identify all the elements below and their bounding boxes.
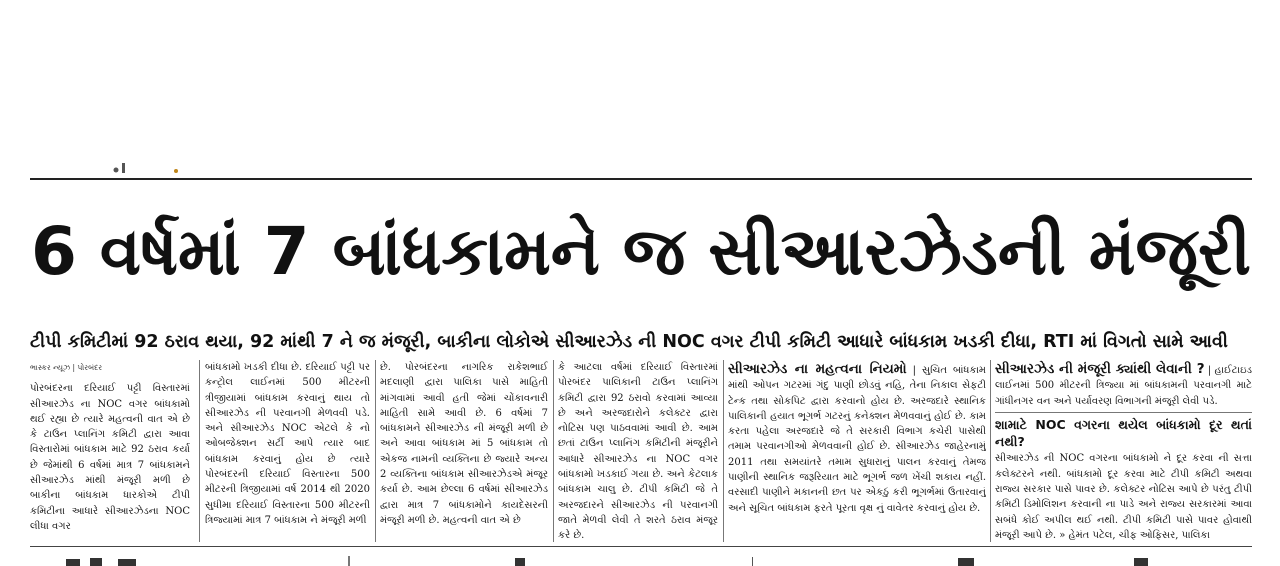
column-1-text: પોરબંદરના દરિયાઈ પટ્ટી વિસ્તારમાં સીઆરઝેડ ના NOC વગર બાંધકામો થઈ રહ્યા છે ત્યારે મહત્વની વાત એ છે કે ટાઉન પ્લાનિંગ કમિટી દ્વારા આવા વિસ્તારોમાં બાંધકામ માટે 92 ઠરાવ કર્યા છે જેમાંથી 6 વર્ષમાં માત્ર 7 બાંધકામને સીઆરઝેડ માંથી મંજૂરી મળી છે બાકીના બાંધકામ ધારકોએ ટીપી કમિટીના આધારે સીઆરઝેડના NOC લીધા વગર (30, 383, 190, 532)
section-divider (995, 412, 1252, 413)
column-3-text: છે. પોરબંદરના નાગરિક રાકેશભાઈ મદલાણી દ્વારા પાલિકા પાસે માહિતી માંગવામાં આવી હતી જેમાં ચોંકાવનારી માહિતી સામે આવી છે. 6 વર્ષમાં 7 બાંધકામને સીઆરઝેડ ની મંજૂરી મળી છે અને આવા બાંધકામ માં 5 બાંધકામ તો એકજ નામની વ્યક્તિના છે જ્યારે અન્ય 2 વ્યક્તિના બાંધકામ સીઆરઝેડએ મંજૂર કર્યા છે. આમ છેલ્લા 6 વર્ષમાં સીઆરઝેડ દ્વારા માત્ર 7 બાંધકામોને કાયદેસરની મંજૂરી મળી છે. મહત્વની વાત એ છે (380, 362, 548, 526)
column-divider (723, 360, 724, 542)
crz-approval-text: | હાઈટાઇડ લાઈનમાં 500 મીટરની ત્રિજ્યા માં બાંધકામની પરવાનગી માટે ગાંધીનગર વન અને પર્યાવરણ વિભાગની મંજૂરી લેવી પડે. (995, 365, 1252, 407)
bottom-rule (30, 546, 1252, 547)
column-4-text: કે આટલા વર્ષમાં દરિયાઈ વિસ્તારમાં પોરબંદર પાલિકાની ટાઉન પ્લાનિંગ કમિટી દ્વારા 92 ઠરાવો કરવામાં આવ્યા છે અને અરજદારોને કલેક્ટર દ્વારા નોટિસ પણ પાઠવવામાં આવી છે. આમ છતાં ટાઉન પ્લાનિંગ કમિટીની મંજૂરીને આધારે સીઆરઝેડ ના NOC વગર બાંધકામો ખડકાઈ ગયા છે. અને કેટલાક બાંધકામ ચાલુ છે. ટીપી કમિટી જે તે અરજદારને સીઆરઝેડ ની પરવાનગી જાતે મેળવી લેવી તે શરતે ઠરાવ મંજૂર કરે છે. (558, 362, 718, 542)
column-divider (199, 360, 200, 542)
noc-removal-heading: શામાટે NOC વગરના થયેલ બાંધકામો દૂર થતાં નથી? (995, 416, 1252, 450)
sub-headline: ટીપી કમિટીમાં 92 ઠરાવ થયા, 92 માંથી 7 ને જ મંજૂરી, બાકીના લોકોએ સીઆરઝેડ ની NOC વગર ટીપી કમિટી આધારે બાંધકામ ખડકી દીધા, RTI માં વિગતો સામે આવી (30, 332, 1228, 352)
crz-approval-heading: સીઆરઝેડ ની મંજૂરી ક્યાંથી લેવાની ? (995, 361, 1205, 377)
crz-rules-heading: સીઆરઝેડ ના મહત્વના નિયમો (728, 361, 907, 377)
column-divider (553, 360, 554, 542)
column-divider (375, 360, 376, 542)
top-rule (30, 178, 1252, 180)
article-column-2 (205, 360, 370, 544)
crz-rules-box (728, 360, 986, 544)
crz-approval-box (995, 360, 1252, 544)
article-column-4 (558, 360, 718, 544)
byline: ભાસ્કર ન્યૂઝ | પોરબંદર (30, 363, 103, 372)
next-article-fragment-graphic (0, 556, 1280, 566)
noc-removal-text: સીઆરઝેડ ની NOC વગરના બાંધકામો ને દૂર કરવા ની સત્તા કલેક્ટરને નથી. બાંધકામો દૂર કરવા માટે ટીપી કમિટી અથવા રાજ્ય સરકાર પાસે પાવર છે. કલેક્ટર નોટિસ આપે છે પરંતુ ટીપી કમિટી ડિમોલિશન કરવાની ના પાડે અને રાજ્ય સરકારમાં આવા સબંધે કોઈ અપીલ થઈ નથી. ટીપી કમિટી પાસે પાવર હોવાથી મંજૂરી આપે છે. » હેમંત પટેલ, ચીફ ઓફિસર, પાલિકા (995, 453, 1252, 541)
headline: 6 વર્ષમાં 7 બાંધકામને જ સીઆરઝેડની મંજૂરી (31, 213, 1251, 290)
article-column-1 (30, 360, 190, 544)
crz-rules-text: | સુચિત બાંધકામ માંથી ઓપન ગટરમાં ગંદુ પાણી છોડવું નહિ, તેના નિકાલ સેફટી ટેન્ક તથા સોકપિટ દ્વારા કરવાનો હોય છે. અરજદારે સ્થાનિક પાલિકાની હયાત ભૂગર્ભ ગટરનું કનેક્શન મેળવવાનું હોઈ છે. કામ કરતા પહેલા અરજદારે જે તે સરકારી વિભાગ કચેરી પાસેથી તમામ પરવાનગીઓ મેળવવાની હોઈ છે. સીઆરઝેડ જાહેરનામું 2011 તથા સમયાંતરે તમામ સુધારાનું પાલન કરવાનું તેમજ પાણીની સ્થાનિક જરૂરિયાત માટે ભૂગર્ભ જળ ખેંચી શકાય નહીં. વરસાદી પાણીને મકાનની છત પર એકઠું કરી ભૂગર્ભમાં ઉતારવાનું અને સૂચિત બાંધકામ ફરતે પૂરતા વૃક્ષ નું વાવેતર કરવાનું હોય છે. (728, 365, 986, 514)
column-divider (990, 360, 991, 542)
article-column-3 (380, 360, 548, 544)
column-2-text: બાંધકામો ખડકી દીધા છે. દરિયાઈ પટ્ટી પર કન્ટ્રોલ લાઈનમાં 500 મીટરની ત્રીજીયામાં બાંધકામ કરવાનું થાય તો સીઆરઝેડ ની પરવાનગી મેળવવી પડે. અને સીઆરઝેડ NOC એટલે કે નો ઓબજેક્શન સર્ટી આપે ત્યાર બાદ બાંધકામ કરવાનું હોય છે ત્યારે પોરબંદરની દરિયાઈ વિસ્તારના 500 મીટરની ત્રિજીયામાં વર્ષ 2014 થી 2020 સુધીમા દરિયાઈ વિસ્તારના 500 મીટરની ત્રિજ્યામાં માત્ર 7 બાંધકામ ને મંજૂરી મળી (205, 362, 370, 526)
masthead-fragment-graphic (108, 160, 188, 174)
